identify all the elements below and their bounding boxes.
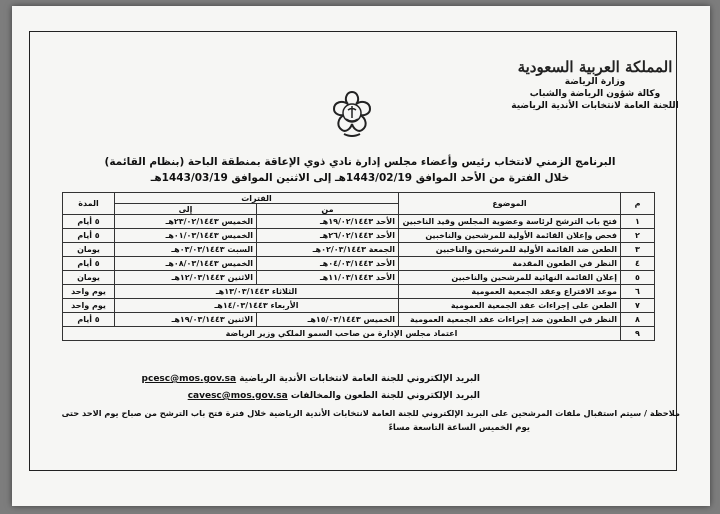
email-line-committee [40, 374, 480, 384]
schedule-title: البرنامج الزمني لانتخاب رئيس وأعضاء مجلس إدارة نادي ذوي الإعاقة بمنطقة الباحة (بنظام القائمة) [104, 156, 616, 168]
row-to: الخميس ٠١/٠٣/١٤٤٣هـ [115, 229, 257, 243]
col-topic-header: الموضوع [399, 193, 621, 215]
row-to: الاثنين ١٢/٠٣/١٤٤٣هـ [115, 271, 257, 285]
row-topic: فحص وإعلان القائمة الأولية للمرشحين والناخبين [399, 229, 621, 243]
row-num: ٧ [621, 299, 655, 313]
row-to: الاثنين ١٩/٠٣/١٤٤٣هـ [115, 313, 257, 327]
email-label: البريد الإلكتروني للجنة الطعون والمخالفات [290, 391, 480, 401]
table-row [63, 285, 655, 299]
row-to: السبت ٠٣/٠٣/١٤٤٣هـ [115, 243, 257, 257]
row-duration: يومان [63, 271, 115, 285]
emblem-icon [326, 88, 378, 140]
row-from: الأحد ١١/٠٣/١٤٤٣هـ [257, 271, 399, 285]
row-duration: يوم واحد [63, 285, 115, 299]
table-row [63, 243, 655, 257]
row-topic: إعلان القائمة النهائية للمرشحين والناخبين [399, 271, 621, 285]
committee-name: اللجنة العامة لانتخابات الأندية الرياضية [511, 101, 679, 111]
row-num: ١ [621, 215, 655, 229]
row-duration: يوم واحد [63, 299, 115, 313]
email-label: البريد الإلكتروني للجنة العامة لانتخابات الأندية الرياضية [239, 374, 480, 384]
row-num: ٤ [621, 257, 655, 271]
row-topic: فتح باب الترشح لرئاسة وعضوية المجلس وقيد الناخبين [399, 215, 621, 229]
row-date: الأربعاء ١٤/٠٣/١٤٤٣هـ [115, 299, 399, 313]
row-to: الخميس ٠٨/٠٣/١٤٤٣هـ [115, 257, 257, 271]
note-line: ملاحظة / سيتم استقبال ملفات المرشحين على البريد الإلكتروني للجنة العامة لانتخابات الأندية الرياضية خلال فترة فتح باب الترشح من صباح يوم الاحد حتى [61, 408, 680, 418]
col-num-header: م [621, 193, 655, 215]
committee-email-link[interactable]: pcesc@mos.gov.sa [141, 374, 237, 384]
email-line-appeals [40, 391, 480, 401]
row-topic: الطعن على إجراءات عقد الجمعية العمومية [399, 299, 621, 313]
table-row [63, 327, 655, 341]
row-num: ٦ [621, 285, 655, 299]
row-duration: يومان [63, 243, 115, 257]
row-topic: النظر في الطعون ضد إجراءات عقد الجمعية العمومية [399, 313, 621, 327]
row-topic: النظر في الطعون المقدمة [399, 257, 621, 271]
row-approval: اعتماد مجلس الإدارة من صاحب السمو الملكي وزير الرياضة [63, 327, 621, 341]
row-num: ٣ [621, 243, 655, 257]
row-from: الخميس ١٥/٠٣/١٤٤٣هـ [257, 313, 399, 327]
col-duration-header: المدة [63, 193, 115, 215]
col-periods-header: الفترات [115, 193, 399, 204]
table-row [63, 229, 655, 243]
letterhead [510, 58, 680, 112]
row-duration: ٥ أيام [63, 229, 115, 243]
note-line-continued: يوم الخميس الساعة التاسعة مساءً [388, 423, 530, 433]
col-from-header: من [257, 204, 399, 215]
table-row [63, 313, 655, 327]
agency-name: وكالة شؤون الرياضة والشباب [529, 89, 661, 99]
schedule-table [62, 192, 655, 341]
row-num: ٩ [621, 327, 655, 341]
row-date: الثلاثاء ١٣/٠٣/١٤٤٣هـ [115, 285, 399, 299]
row-from: الأحد ٠٤/٠٣/١٤٤٣هـ [257, 257, 399, 271]
row-topic: موعد الاقتراع وعقد الجمعية العمومية [399, 285, 621, 299]
table-row [63, 257, 655, 271]
row-duration: ٥ أيام [63, 215, 115, 229]
kingdom-name: المملكة العربية السعودية [517, 58, 673, 76]
appeals-email-link[interactable]: cavesc@mos.gov.sa [187, 391, 288, 401]
row-from: الأحد ٢٦/٠٢/١٤٤٣هـ [257, 229, 399, 243]
row-duration: ٥ أيام [63, 257, 115, 271]
ministry-name: وزارة الرياضة [564, 77, 626, 87]
col-to-header: إلى [115, 204, 257, 215]
row-from: الجمعة ٠٢/٠٣/١٤٤٣هـ [257, 243, 399, 257]
schedule-period: خلال الفترة من الأحد الموافق 1443/02/19هـ إلى الاثنين الموافق 1443/03/19هـ [150, 172, 570, 184]
row-duration: ٥ أيام [63, 313, 115, 327]
row-from: الأحد ١٩/٠٢/١٤٤٣هـ [257, 215, 399, 229]
table-row [63, 271, 655, 285]
row-topic: الطعن ضد القائمة الأولية للمرشحين والناخبين [399, 243, 621, 257]
row-to: الخميس ٢٣/٠٢/١٤٤٣هـ [115, 215, 257, 229]
row-num: ٥ [621, 271, 655, 285]
table-row [63, 299, 655, 313]
table-row [63, 215, 655, 229]
row-num: ٢ [621, 229, 655, 243]
row-num: ٨ [621, 313, 655, 327]
